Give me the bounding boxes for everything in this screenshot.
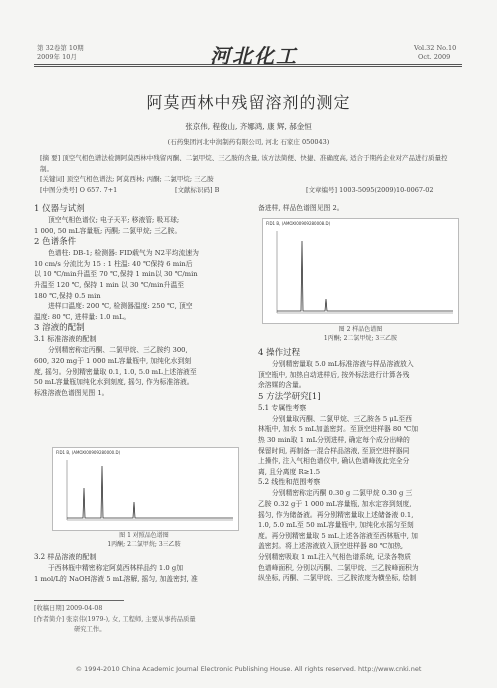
text-line: 度。再分别精密量取 5 mL上述各溶液至西林瓶中, 加	[258, 531, 418, 540]
text-line: 1 mol/L的 NaOH溶液 5 mL溶解, 摇匀, 加盖密封, 准	[34, 574, 198, 583]
journal-volume-en: Vol.32 No.10	[414, 44, 457, 52]
copyright-footer: © 1994-2010 China Academic Journal Electronic Publishing House. All rights reserved. http://www.cnki.net	[75, 665, 422, 673]
affiliation: (石药集团河北中润制药有限公司, 河北 石家庄 050043)	[167, 138, 330, 146]
section-heading: 3 溶液的配制	[34, 323, 85, 334]
subsection-heading: 3.2 样品溶液的配制	[34, 553, 97, 561]
text-line: 以 10 ℃/min升温至 70 ℃,保持 1 min以 30 ℃/min	[34, 270, 198, 279]
paragraph: 顶空气相色谱仪; 电子天平; 移液管; 吸耳球;	[48, 216, 180, 224]
right-column	[258, 347, 463, 584]
author-bio: [作者简介] 张京伟(1979-), 女, 工程师, 主要从事药品质量	[34, 616, 196, 623]
text-line: 温度: 80 ℃, 进样量: 1.0 mL。	[34, 312, 131, 321]
text-line: 10 cm/s 分流比为 15 : 1 柱温: 40 ℃保持 6 min后	[34, 259, 193, 268]
text-line: 盖密封。将上述溶液放入顶空进样器 80 ℃加热,	[258, 542, 404, 551]
figure-2-caption: 图 2 样品色谱图	[338, 326, 383, 333]
text-line: 离, 且分离度 R≥1.5	[258, 467, 321, 476]
text-line: 摇匀, 作为储备液。再分别精密量取上述储备液 0.1,	[258, 510, 414, 519]
text-line: 色谱峰面积, 分别以丙酮、二氯甲烷、三乙胺峰面积为	[258, 563, 419, 572]
text-line: 分别量取丙酮、二氯甲烷、三乙胺各 5 μL至西	[272, 414, 412, 423]
text-line: 1.0, 5.0 mL至 50 mL容量瓶中, 加纯化水摇匀至刻	[258, 521, 414, 530]
authors: 张京伟, 程俊山, 齐娜鸿, 康 辉, 郝金恒	[185, 122, 312, 131]
text-line: 顶空瓶中, 加热自动进样后, 按外标法进行计算各残	[258, 370, 410, 379]
text-line: 保留时间, 再制备一混合样品溶液, 至顶空进样器同	[258, 446, 410, 455]
paragraph: 1 000, 50 mL容量瓶; 丙酮; 二氯甲烷; 三乙胺。	[34, 226, 182, 235]
text-line: 热 30 min取 1 mL分别进样, 确定每个成分出峰的	[258, 435, 410, 444]
journal-logo: 河北化工	[210, 44, 298, 68]
chart-header: FID1 B, (AMOXI00909280000.D)	[56, 450, 121, 455]
text-line: 度, 摇匀。分别精密量取 0.1, 1.0, 5.0 mL上述溶液至	[34, 367, 197, 376]
author-bio-cont: 研究工作。	[74, 626, 106, 633]
figure-1-chromatogram	[52, 447, 239, 531]
journal-date-en: Oct. 2009	[418, 53, 451, 61]
text-line: 分别精密吸取 1 mL注入气相色谱系统, 记录各物质	[258, 552, 412, 561]
section-heading: 5 方法学研究[1]	[258, 391, 321, 402]
subsection-heading: 5.1 专属性考察	[258, 403, 307, 412]
chromatogram-plot	[263, 229, 458, 321]
keywords: [关键词] 顶空气相色谱法; 阿莫西林; 丙酮; 二氯甲烷; 三乙胺	[40, 175, 214, 183]
text-line: 50 mL容量瓶加纯化水到刻度, 摇匀, 作为标准溶液。	[34, 378, 194, 387]
text-line: 标准溶液色谱图见图 1。	[34, 388, 109, 397]
text-line: 林瓶中, 加水 5 mL加盖密封。至顶空进样器 80 ℃加	[258, 425, 419, 434]
figure-1-caption: 图 1 对照品色谱图	[119, 532, 169, 539]
text-line: 分别精密称定丙酮、二氯甲烷、三乙胺约 300,	[48, 346, 188, 355]
text-line: 分别精密称定丙酮 0.30 g 二氯甲烷 0.30 g 三	[272, 489, 413, 498]
text-line: 分别精密量取 5.0 mL标准溶液与样品溶液放入	[272, 360, 414, 368]
chromatogram-trace	[67, 466, 233, 518]
left-column	[34, 203, 244, 398]
document-code: [文献标识码] B	[175, 186, 220, 194]
right-intro: 备进样, 样品色谱图见图 2。	[258, 204, 344, 212]
chart-header: FID1 B, (AMOXI00909280008.D)	[266, 221, 331, 226]
page-title: 阿莫西林中残留溶剂的测定	[146, 93, 351, 112]
chromatogram-trace	[277, 241, 453, 311]
subsection-heading: 3.1 标准溶液的配制	[34, 335, 97, 344]
journal-date: 2009年 10月	[37, 53, 77, 61]
journal-volume: 第 32卷第 10期	[37, 44, 84, 52]
article-id: [文章编号] 1003-5095(2009)10-0067-02	[306, 186, 434, 194]
figure-1-legend: 1丙酮; 2二氯甲烷; 3三乙胺	[107, 541, 181, 548]
figure-2-chromatogram	[262, 218, 459, 324]
abstract: [摘 要] 顶空气相色谱法检测阿莫西林中残留丙酮、二氯甲烷、三乙胺的含量, 该方法简便、快捷、准确度高, 适合于期药企业对产品进行质量控制。	[40, 154, 448, 173]
section-heading: 2 色谱条件	[34, 237, 77, 248]
text-line: 180 ℃,保持 0.5 min	[34, 291, 101, 300]
header-rule	[34, 64, 462, 65]
subsection-heading: 5.2 线性和范围考察	[258, 478, 321, 487]
text-line: 余溶媒的含量。	[258, 381, 306, 390]
text-line: 进样口温度: 200 ℃, 检测器温度: 250 ℃, 顶空	[48, 302, 193, 311]
chromatogram-plot	[53, 458, 238, 528]
text-line: 600, 320 mg于 1 000 mL容量瓶中, 加纯化水到刻	[34, 356, 192, 365]
clc-number: [中图分类号] O 657. 7+1	[40, 186, 118, 194]
section-heading: 4 操作过程	[258, 348, 301, 358]
footnote-rule	[34, 600, 124, 601]
text-line: 色谱柱: DB-1; 检测器: FID载气为 N2平均流速为	[48, 249, 199, 258]
text-line: 升温至 120 ℃, 保持 1 min 以 30 ℃/min升温至	[34, 280, 185, 289]
text-line: 纵坐标, 丙酮、二氯甲烷、三乙胺浓度为横坐标, 绘制	[258, 574, 417, 583]
text-line: 乙胺 0.32 g于 1 000 mL容量瓶, 加水定容到刻度,	[258, 499, 412, 508]
received-date: [收稿日期] 2009-04-08	[34, 605, 103, 612]
left-column-bottom	[34, 552, 244, 584]
text-line: 上操作, 注入气相色谱仪中, 确认色谱峰彼此完全分	[258, 457, 410, 466]
section-heading: 1 仪器与试剂	[34, 204, 85, 214]
text-line: 于西林瓶中精密称定阿莫西林样品约 1.0 g加	[48, 564, 184, 572]
figure-2-legend: 1丙酮; 2二氯甲烷; 3三乙胺	[323, 335, 398, 342]
header-rule-2	[34, 66, 462, 67]
